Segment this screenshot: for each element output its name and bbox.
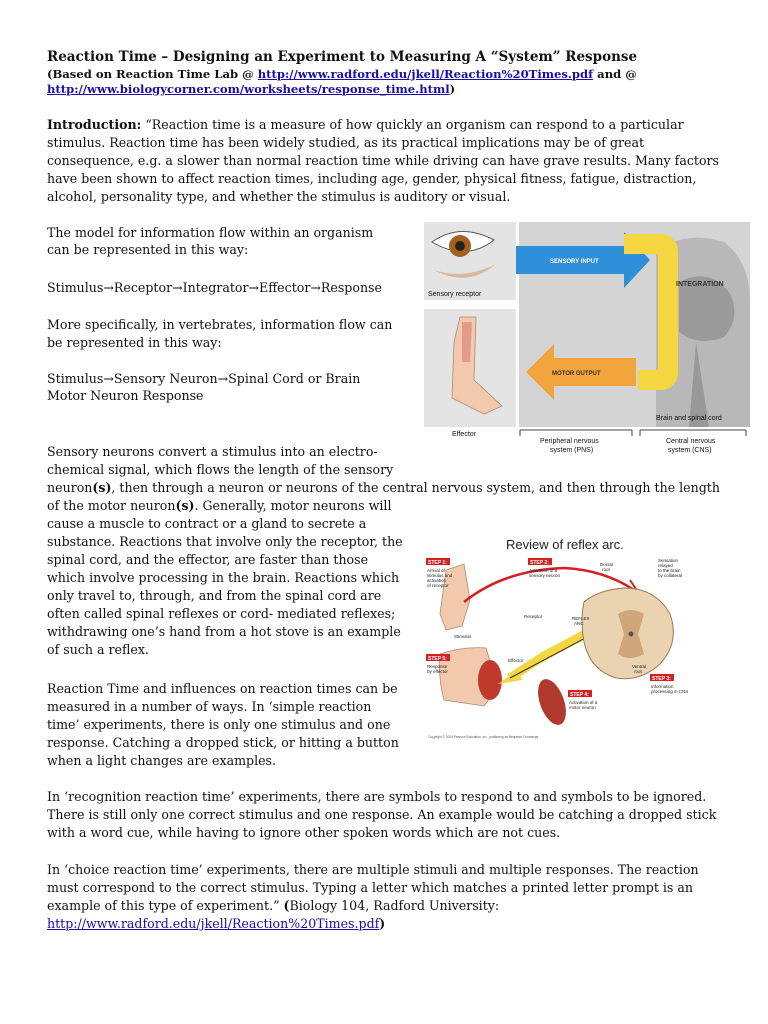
information-flow-figure	[424, 222, 750, 460]
figure-copyright: Copyright © 2004 Pearson Education, Inc., publishing as Benjamin Cummings	[428, 735, 539, 739]
sensory-line-8: which involve processing in the brain. Reactions which	[47, 570, 400, 585]
document-title: Reaction Time – Designing an Experiment to Measuring A “System” Response	[47, 49, 638, 65]
label-sensation: Sensation	[658, 558, 679, 563]
sensory-line-12: of such a reflex.	[47, 642, 149, 657]
source-suffix: )	[449, 82, 456, 96]
sensory-line-1: Sensory neurons convert a stimulus into an electro-	[47, 444, 378, 459]
label-effector: Effector	[452, 431, 476, 438]
label-brain-spinal-cord: Brain and spinal cord	[656, 415, 722, 422]
label-cns-1: Central nervous	[666, 438, 716, 445]
flow-vertebrate-2: Motor Neuron Response	[47, 388, 204, 403]
reflex-step3-text: processing in CNS	[651, 689, 689, 694]
label-cns-2: system (CNS)	[668, 447, 712, 454]
source-mid: and @	[593, 67, 637, 81]
reflex-step2-text: sensory neuron	[529, 573, 561, 578]
recognition-line-3: with a word cue, while having to ignore other spoken words which are not cues.	[47, 825, 561, 840]
model-line-2: can be represented in this way:	[47, 242, 249, 257]
label-sensation: relayed	[658, 563, 673, 568]
label-ventral-root: Ventral	[632, 664, 647, 669]
reflex-step2-badge: STEP 2:	[530, 560, 549, 566]
flow-vertebrate-1: Stimulus→Sensory Neuron→Spinal Cord or Brain	[47, 371, 361, 386]
label-sensation: by collateral	[658, 573, 683, 578]
citation-link-radford[interactable]: http://www.radford.edu/jkell/Reaction%20Times.pdf	[47, 916, 380, 931]
intro-line-2: stimulus. Reaction time has been widely studied, as its practical implications may be of great	[47, 135, 645, 150]
source-link-biologycorner[interactable]: http://www.biologycorner.com/worksheets/response_time.html	[47, 82, 450, 96]
intro-line-1: Introduction: “Reaction time is a measure of how quickly an organism can respond to a particular	[47, 117, 684, 132]
choice-line-4: http://www.radford.edu/jkell/Reaction%20Times.pdf)	[47, 916, 386, 931]
simple-line-2: measured in a number of ways. In ‘simple reaction	[47, 699, 372, 714]
reflex-step1-text: of receptor	[427, 583, 449, 588]
label-motor-output: MOTOR OUTPUT	[552, 371, 601, 377]
reflex-step5-badge: STEP 5:	[428, 656, 447, 662]
sensory-line-7: spinal cord, and the effector, are faster than those	[47, 552, 369, 567]
reflex-step5-text: Response	[427, 664, 448, 669]
label-reflex-arc: REFLEX	[572, 616, 590, 621]
label-sensory-input: SENSORY INPUT	[550, 259, 599, 265]
reflex-arc-figure	[424, 530, 694, 742]
sensory-line-10: often called spinal reflexes or cord- mediated reflexes;	[47, 606, 396, 621]
label-integration: INTEGRATION	[676, 281, 724, 288]
label-effector: Effector	[508, 658, 524, 663]
label-pns-1: Peripheral nervous	[540, 438, 599, 445]
label-reflex-arc: ARC	[574, 621, 584, 626]
sensory-line-2: chemical signal, which flows the length of the sensory	[47, 462, 394, 477]
reflex-step1-text: Arrival of	[427, 568, 445, 573]
reflex-step4-badge: STEP 4:	[570, 692, 589, 698]
simple-line-5: when a light changes are examples.	[47, 753, 277, 768]
source-line-1	[47, 66, 637, 82]
recognition-line-1: In ‘recognition reaction time’ experiments, there are symbols to respond to and symbols to be ignored.	[47, 789, 707, 804]
reflex-step3-badge: STEP 3:	[652, 676, 671, 682]
choice-line-2: must correspond to the correct stimulus. Typing a letter which matches a printed letter prompt is an	[47, 880, 694, 895]
choice-line-1: In ‘choice reaction time’ experiments, there are multiple stimuli and multiple responses. The reaction	[47, 862, 699, 877]
intro-line-4: have been shown to affect reaction times, including age, gender, physical fitness, fatigue, distraction,	[47, 171, 697, 186]
sensory-line-9: only travel to, through, and from the spinal cord are	[47, 588, 382, 603]
reflex-step4-text: motor neuron	[569, 705, 596, 710]
source-link-radford[interactable]: http://www.radford.edu/jkell/Reaction%20Times.pdf	[257, 67, 594, 81]
intro-line-3: consequence, e.g. a slower than normal reaction time while driving can have grave results. Many factors	[47, 153, 720, 168]
reflex-step5-text: by effector	[427, 669, 448, 674]
choice-line-3: example of this type of experiment.” (Biology 104, Radford University:	[47, 898, 500, 913]
information-flow-diagram	[424, 222, 750, 460]
reflex-step3-text: Information	[651, 684, 674, 689]
sensory-line-3: neuron(s), then through a neuron or neurons of the central nervous system, and then through the length	[47, 480, 720, 495]
sensory-line-6: substance. Reactions that involve only the receptor, the	[47, 534, 403, 549]
label-ventral-root: root	[634, 669, 642, 674]
simple-line-3: time’ experiments, there is only one stimulus and one	[47, 717, 391, 732]
reflex-step2-text: Activation of a	[529, 568, 558, 573]
label-sensory-receptor: Sensory receptor	[428, 291, 482, 298]
reflex-arc-diagram	[424, 530, 694, 742]
simple-line-1: Reaction Time and influences on reaction times can be	[47, 681, 398, 696]
intro-label: Introduction:	[47, 117, 142, 132]
sensory-line-5: cause a muscle to contract or a gland to secrete a	[47, 516, 367, 531]
label-dorsal-root: root	[602, 567, 610, 572]
reflex-step1-text: activation	[427, 578, 447, 583]
source-prefix: (Based on Reaction Time Lab @	[47, 67, 258, 81]
source-line-2	[47, 81, 455, 97]
sensory-line-11: withdrawing one’s hand from a hot stove is an example	[47, 624, 401, 639]
sensory-line-4: of the motor neuron(s). Generally, motor neurons will	[47, 498, 392, 513]
reflex-step1-text: stimulus and	[427, 573, 453, 578]
model-line-1: The model for information flow within an organism	[47, 225, 374, 240]
simple-line-4: response. Catching a dropped stick, or hitting a button	[47, 735, 399, 750]
model-line-4: be represented in this way:	[47, 335, 222, 350]
label-receptor: Receptor	[524, 614, 543, 619]
flow-basic: Stimulus→Receptor→Integrator→Effector→Response	[47, 280, 382, 295]
reflex-step1-badge: STEP 1:	[428, 560, 447, 566]
label-stimulus: Stimulus	[454, 634, 472, 639]
label-sensation: to the brain	[658, 568, 681, 573]
label-dorsal-root: Dorsal	[600, 562, 614, 567]
reflex-step4-text: Activation of a	[569, 700, 598, 705]
model-line-3: More specifically, in vertebrates, information flow can	[47, 317, 393, 332]
recognition-line-2: There is still only one correct stimulus and one response. An example would be catching a dropped stick	[47, 807, 717, 822]
label-pns-2: system (PNS)	[550, 447, 594, 454]
intro-line-5: alcohol, personality type, and whether the stimulus is auditory or visual.	[47, 189, 511, 204]
reflex-arc-title: Review of reflex arc.	[506, 537, 624, 552]
